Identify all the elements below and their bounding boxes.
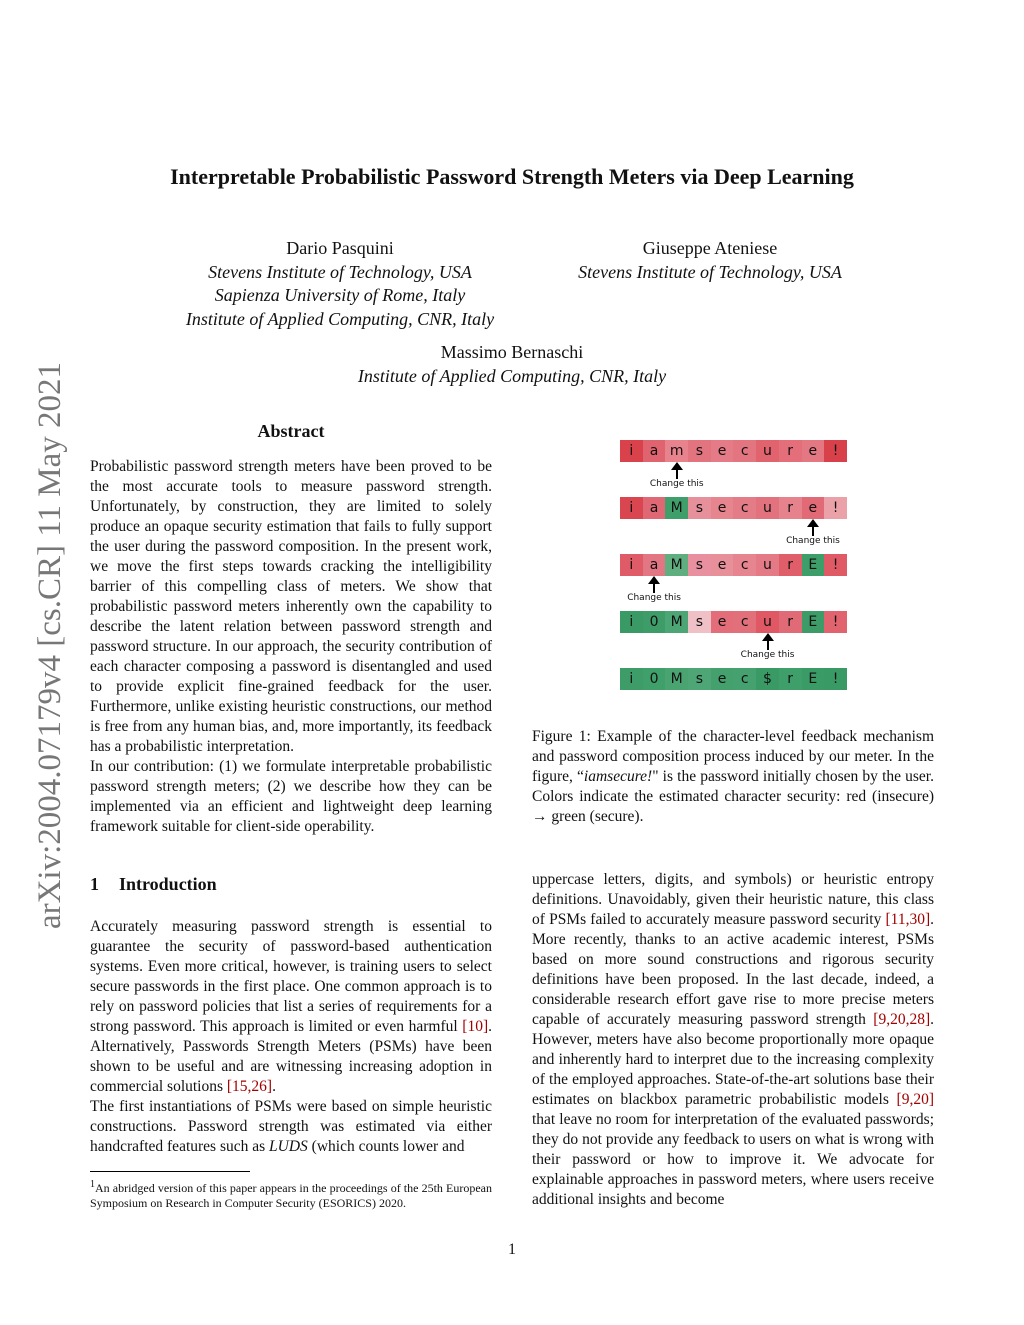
- author-affiliation: Institute of Applied Computing, CNR, Italy: [185, 308, 495, 329]
- arrow-shaft: [653, 584, 655, 593]
- password-char-cell: a: [643, 554, 666, 576]
- author-block-3: [312, 341, 712, 388]
- password-char-cell: i: [620, 554, 643, 576]
- password-row: [620, 497, 847, 519]
- change-this-label: Change this: [740, 650, 795, 660]
- password-char-cell: c: [733, 668, 756, 690]
- author-affiliation: Institute of Applied Computing, CNR, Italy: [357, 365, 667, 386]
- password-char-cell: e: [711, 611, 734, 633]
- password-row: [620, 611, 847, 633]
- abstract-body: [90, 457, 492, 837]
- password-char-cell: e: [711, 497, 734, 519]
- arrow-shaft: [676, 470, 678, 479]
- author-affiliation: Sapienza University of Rome, Italy: [214, 285, 466, 305]
- section-number: 1: [90, 874, 99, 894]
- author-name: Massimo Bernaschi: [440, 342, 584, 362]
- text-run: uppercase letters, digits, and symbols) or heuristic entropy definitions. Unavoidably, given their heuristic nature, this class of PSMs failed to accurately measure password security: [532, 871, 934, 928]
- password-char-cell: u: [756, 440, 779, 462]
- password-char-cell: !: [824, 497, 847, 519]
- password-char-cell: i: [620, 497, 643, 519]
- change-annotation: [620, 576, 847, 611]
- arrow-up-icon: [648, 576, 660, 584]
- password-row: [620, 668, 847, 690]
- password-row: [620, 554, 847, 576]
- abstract-paragraph: Probabilistic password strength meters have been proved to be the most accurate tools to measure password strength. Unfortunately, by construction, they are limited to solely produce an opaque security estimation that fails to fully support the user during the password composition. In the present work, we move the first steps towards cracking the intelligibility barrier of this compelling class of meters. We show that probabilistic password meters inherently own the capability to describe the latent relation between password strength and password structure. In our approach, the security contribution of each character composing a password is disentangled and used to provide explicit fine-grained feedback for the user. Furthermore, unlike existing heuristic constructions, our method is free from any human bias, and, more importantly, its feedback has a probabilistic interpretation.: [90, 458, 492, 755]
- text-run: . Alternatively, Passwords Strength Meters (PSMs) have been shown to be useful and are witnessing increasing adoption in commercial solutions: [90, 1018, 492, 1095]
- password-char-cell: r: [779, 554, 802, 576]
- text-run: . However, meters have also become proportionally more opaque and inherently hard to interpret due to the increasing complexity of the employed approaches. State-of-the-art solutions base their estimates on blackbox parametric probabilistic models: [532, 1011, 934, 1108]
- change-annotation: [620, 633, 847, 668]
- password-char-cell: e: [802, 440, 825, 462]
- password-char-cell: s: [688, 611, 711, 633]
- citation-link[interactable]: [11,30]: [885, 911, 931, 928]
- author-name: Dario Pasquini: [286, 238, 394, 258]
- text-run: The first instantiations of PSMs were based on simple heuristic constructions. Password strength was estimated via either handcrafted features such as: [90, 1098, 492, 1155]
- intro-paragraph: [90, 1097, 492, 1157]
- citation-link[interactable]: [10]: [462, 1018, 489, 1035]
- text-run: . More recently, thanks to an active academic interest, PSMs based on more sound constructions and rigorous security definitions have been proposed. In the last decade, indeed, a considerable research effort gave rise to more precise meters capable of accurately measuring password strength: [532, 911, 934, 1028]
- password-char-cell: c: [733, 611, 756, 633]
- password-char-cell: s: [688, 440, 711, 462]
- figure-caption: [532, 727, 934, 827]
- arrow-up-icon: [807, 519, 819, 527]
- password-char-cell: m: [665, 440, 688, 462]
- author-affiliation: Stevens Institute of Technology, USA: [578, 261, 842, 282]
- password-char-cell: i: [620, 611, 643, 633]
- password-char-cell: u: [756, 611, 779, 633]
- password-char-cell: M: [665, 497, 688, 519]
- text-run: that leave no room for interpretation of the evaluated passwords; they do not provide any feedback to users on what is wrong with their password or how to improve it. We advocate for explainable approaches in password meters, where users receive additional insights and become: [532, 1111, 934, 1208]
- intro-right-column: [532, 870, 934, 1210]
- password-char-cell: a: [643, 440, 666, 462]
- password-char-cell: E: [802, 554, 825, 576]
- change-this-label: Change this: [649, 479, 704, 489]
- abstract-heading: Abstract: [257, 421, 325, 441]
- arxiv-stamp: [28, 350, 74, 940]
- password-char-cell: s: [688, 668, 711, 690]
- password-char-cell: M: [665, 554, 688, 576]
- password-char-cell: c: [733, 440, 756, 462]
- password-char-cell: r: [779, 440, 802, 462]
- password-char-cell: i: [620, 668, 643, 690]
- text-run: Figure 1: Example of the character-level feedback mechanism and password composition process induced by our meter. In the figure, “: [532, 728, 934, 785]
- password-char-cell: u: [756, 554, 779, 576]
- password-char-cell: s: [688, 497, 711, 519]
- password-char-cell: M: [665, 611, 688, 633]
- abstract-paragraph: In our contribution: (1) we formulate interpretable probabilistic password strength meters; (2) we describe how they can be implemented via an efficient and lightweight deep learning framework suitable for client-side operability.: [90, 758, 492, 835]
- password-char-cell: e: [711, 554, 734, 576]
- password-char-cell: !: [824, 611, 847, 633]
- password-char-cell: u: [756, 497, 779, 519]
- password-char-cell: r: [779, 668, 802, 690]
- text-run: .: [272, 1078, 276, 1095]
- arxiv-identifier: arXiv:2004.07179v4 [cs.CR] 11 May 2021: [32, 361, 69, 929]
- password-char-cell: !: [824, 668, 847, 690]
- footnote-text: An abridged version of this paper appears in the proceedings of the 25th European Symposium on Research in Computer Security (ESORICS) 2020.: [90, 1181, 492, 1210]
- password-char-cell: 0: [643, 611, 666, 633]
- arrow-up-icon: [762, 633, 774, 641]
- author-affiliation: Stevens Institute of Technology, USA: [208, 261, 472, 282]
- password-char-cell: !: [824, 554, 847, 576]
- password-char-cell: a: [643, 497, 666, 519]
- change-annotation: [620, 519, 847, 554]
- password-char-cell: r: [779, 497, 802, 519]
- intro-paragraph: [90, 917, 492, 1097]
- author-block-2: [530, 237, 890, 284]
- password-char-cell: s: [688, 554, 711, 576]
- change-this-label: Change this: [627, 593, 681, 603]
- password-char-cell: !: [824, 440, 847, 462]
- page-number: 1: [508, 1241, 516, 1258]
- password-char-cell: c: [733, 554, 756, 576]
- citation-link[interactable]: [9,20]: [896, 1091, 934, 1108]
- password-char-cell: e: [711, 668, 734, 690]
- text-run: " is the password initially chosen by the user. Colors indicate the estimated character security: red (insecure) → green (secure).: [532, 768, 934, 825]
- section-heading-introduction: [90, 874, 217, 895]
- password-char-cell: e: [711, 440, 734, 462]
- password-char-cell: r: [779, 611, 802, 633]
- password-char-cell: e: [802, 497, 825, 519]
- text-run: (which counts lower and: [307, 1138, 465, 1155]
- text-run: Accurately measuring password strength is essential to guarantee the security of password-based authentication systems. Even more critical, however, is training users to select secure passwords in the first place. One common approach is to rely on password policies that list a series of requirements for a strong password. This approach is limited or even harmful: [90, 918, 492, 1035]
- section-title: Introduction: [119, 874, 217, 894]
- footnote-mark: 1: [90, 1179, 95, 1190]
- password-char-cell: 0: [643, 668, 666, 690]
- password-char-cell: E: [802, 668, 825, 690]
- password-char-cell: i: [620, 440, 643, 462]
- password-char-cell: $: [756, 668, 779, 690]
- caption-password: iamsecure!: [583, 768, 653, 785]
- luds-term: LUDS: [269, 1138, 308, 1155]
- password-char-cell: E: [802, 611, 825, 633]
- password-rows: [620, 440, 847, 690]
- figure-1: [620, 440, 847, 695]
- arrow-shaft: [767, 641, 769, 650]
- footnote: [90, 1177, 492, 1211]
- author-name: Giuseppe Ateniese: [642, 238, 778, 258]
- password-char-cell: M: [665, 668, 688, 690]
- citation-link[interactable]: [9,20,28]: [873, 1011, 931, 1028]
- intro-left-column: [90, 917, 492, 1157]
- password-row: [620, 440, 847, 462]
- citation-link[interactable]: [15,26]: [226, 1078, 273, 1095]
- arrow-up-icon: [671, 462, 683, 470]
- change-annotation: [620, 462, 847, 497]
- author-block-1: [140, 237, 540, 331]
- arrow-shaft: [812, 527, 814, 536]
- password-char-cell: c: [733, 497, 756, 519]
- intro-paragraph: [532, 870, 934, 1210]
- change-this-label: Change this: [786, 536, 840, 546]
- paper-title: Interpretable Probabilistic Password Strength Meters via Deep Learning: [170, 164, 854, 189]
- footnote-rule: [90, 1171, 250, 1172]
